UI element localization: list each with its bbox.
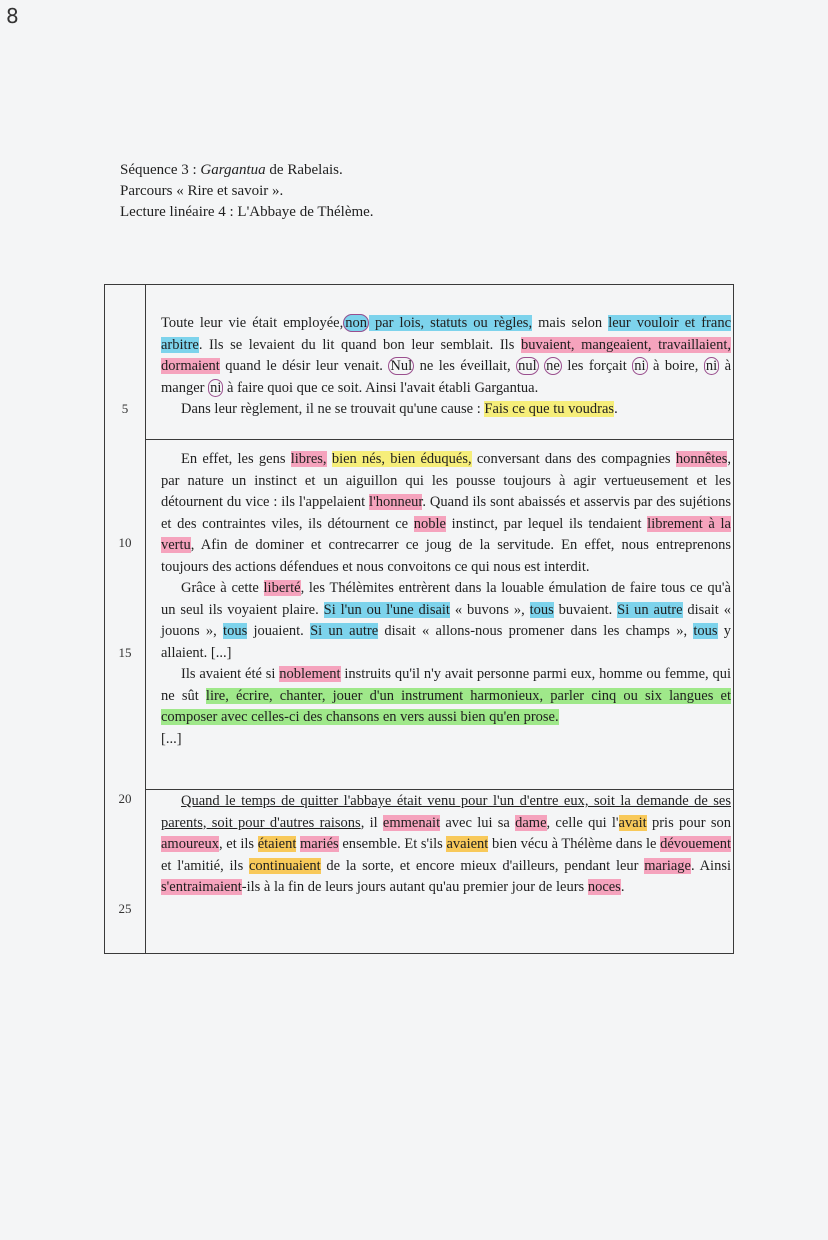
paragraph: Ils avaient été si noblement instruits qu'il n'y avait personne parmi eux, homme ou femme, qui ne sût lire, écrire, chanter, jouer d'un instrument harmonieux, parler cinq ou six langues et composer avec celles-ci des chansons en vers aussi bien qu'en prose. [161,666,731,725]
highlight-green: lire, écrire, chanter, jouer d'un instrument harmonieux, parler cinq ou six langues et composer avec celles-ci des chansons en vers aussi bien qu'en prose. [161,687,731,725]
highlight-blue: leur vouloir et franc arbitre [161,315,732,353]
document-header [120,160,374,223]
paragraph: En effet, les gens libres, bien nés, bien éduqués, conversant dans des compagnies honnêtes, par nature un instinct et un aiguillon qui les pousse toujours à agir vertueusement et les détournent du vice : ils l'appelaient l'honneur. Quand ils sont abaissés et asservis par des sujétions et des contraintes viles, ils détournent ce noble instinct, par lequel ils tendaient librement à la vertu, Afin de dominer et contrecarrer ce joug de la servitude. En effet, nous entreprenons toujours des actions défendues et nous convoitons ce qui nous est interdit. [161,451,731,575]
work-title: Gargantua [200,162,266,178]
line-number: 5 [121,401,129,416]
highlight-yellow: bien nés, bien éduqués, [331,451,472,467]
circled-word: ni [634,358,646,374]
highlight-pink: buvaient, mangeaient, travaillaient, dormaient [161,336,731,374]
highlight-blue: par lois, statuts ou règles, [368,315,533,331]
highlight-yellow: Fais ce que tu voudras [484,401,615,417]
circled-word: ne [546,358,560,374]
highlight-pink: dévouement [660,836,731,852]
highlight-pink: honnêtes [675,451,728,467]
passage-section-3 [161,791,731,899]
highlight-orange: avaient [446,836,489,852]
highlight-blue: tous [529,601,554,618]
highlight-blue: Si un autre [617,601,683,618]
highlight-pink: l'honneur [369,494,423,510]
highlight-blue: Si l'un ou l'une disait [323,601,450,618]
paragraph: [...] [161,730,182,747]
highlight-blue: Si un autre [310,623,379,639]
section-divider [145,789,733,790]
highlight-blue: tous [223,623,248,639]
line-number: 10 [118,535,132,550]
paragraph: Quand le temps de quitter l'abbaye était venu pour l'un d'entre eux, soit la demande de ses parents, soit pour d'autres raisons, il emmenait avec lui sa dame, celle qui l'avait pris pour son amoureux, et ils étaient mariés ensemble. Et s'ils avaient bien vécu à Thélème dans le dévouement et l'amitié, ils continuaient de la sorte, et encore mieux d'ailleurs, pendant leur mariage. Ainsi s'entraimaient-ils à la fin de leurs jours autant qu'au premier jour de leurs noces. [161,793,732,895]
highlight-orange: continuaient [248,857,321,874]
header-sequence: Séquence 3 : Gargantua de Rabelais. [120,162,343,178]
header-reading: Lecture linéaire 4 : L'Abbaye de Thélème. [120,204,374,220]
highlight-blue: tous [693,623,718,639]
header-parcours: Parcours « Rire et savoir ». [120,183,284,199]
highlight-pink: mariage [644,857,691,874]
highlight-pink: amoureux [161,836,219,852]
highlight-pink: dame [515,814,547,831]
highlight-orange: avait [618,814,647,831]
passage-section-1 [161,313,731,421]
paragraph: Grâce à cette liberté, les Thélèmites entrèrent dans la louable émulation de faire tous ce qu'à un seul ils voyaient plaire. Si l'un ou l'une disait « buvons », tous buvaient. Si un autre disait « jouons », tous jouaient. Si un autre disait « allons-nous promener dans les champs », tous y allaient. [...] [161,580,731,661]
highlight-pink: libres, [290,451,327,467]
highlight-pink: emmenait [382,814,441,831]
highlight-pink: noble [413,515,446,532]
circled-word: ni [210,379,222,396]
paragraph: Dans leur règlement, il ne se trouvait qu'une cause : Fais ce que tu voudras. [181,401,618,417]
highlight-pink: noces [587,879,621,895]
highlight-pink: s'entraimaient [161,879,242,895]
underlined-text: Quand le temps de quitter l'abbaye était venu pour l'un d'entre eux, soit la demande de ses parents, soit pour d'autres raisons [161,793,731,831]
section-divider [145,439,733,440]
line-number: 15 [118,645,132,660]
paragraph: Toute leur vie était employée, non par lois, statuts ou règles, mais selon leur vouloir et franc arbitre. Ils se levaient du lit quand bon leur semblait. Ils buvaient, mangeaient, travaillaient, dormaient quand le désir leur venait. Nul ne les éveillait, nul ne les forçait ni à boire, ni à manger ni à faire quoi que ce soit. Ainsi l'avait établi Gargantua. [161,315,732,396]
line-number: 25 [118,901,132,916]
line-number-column [105,285,146,953]
circled-word: non [345,315,367,331]
circled-word: nul [518,358,537,374]
passage-section-2 [161,449,731,750]
line-number: 20 [118,791,132,806]
highlight-pink: mariés [300,836,339,852]
highlight-pink: noblement [279,666,341,682]
circled-word: Nul [390,358,413,374]
highlight-orange: étaient [257,836,297,852]
highlight-pink: liberté [263,580,301,596]
circled-word: ni [705,358,718,374]
highlight-pink: librement à la vertu [161,515,731,553]
page-number: 8 [6,4,19,28]
text-table [104,284,734,954]
